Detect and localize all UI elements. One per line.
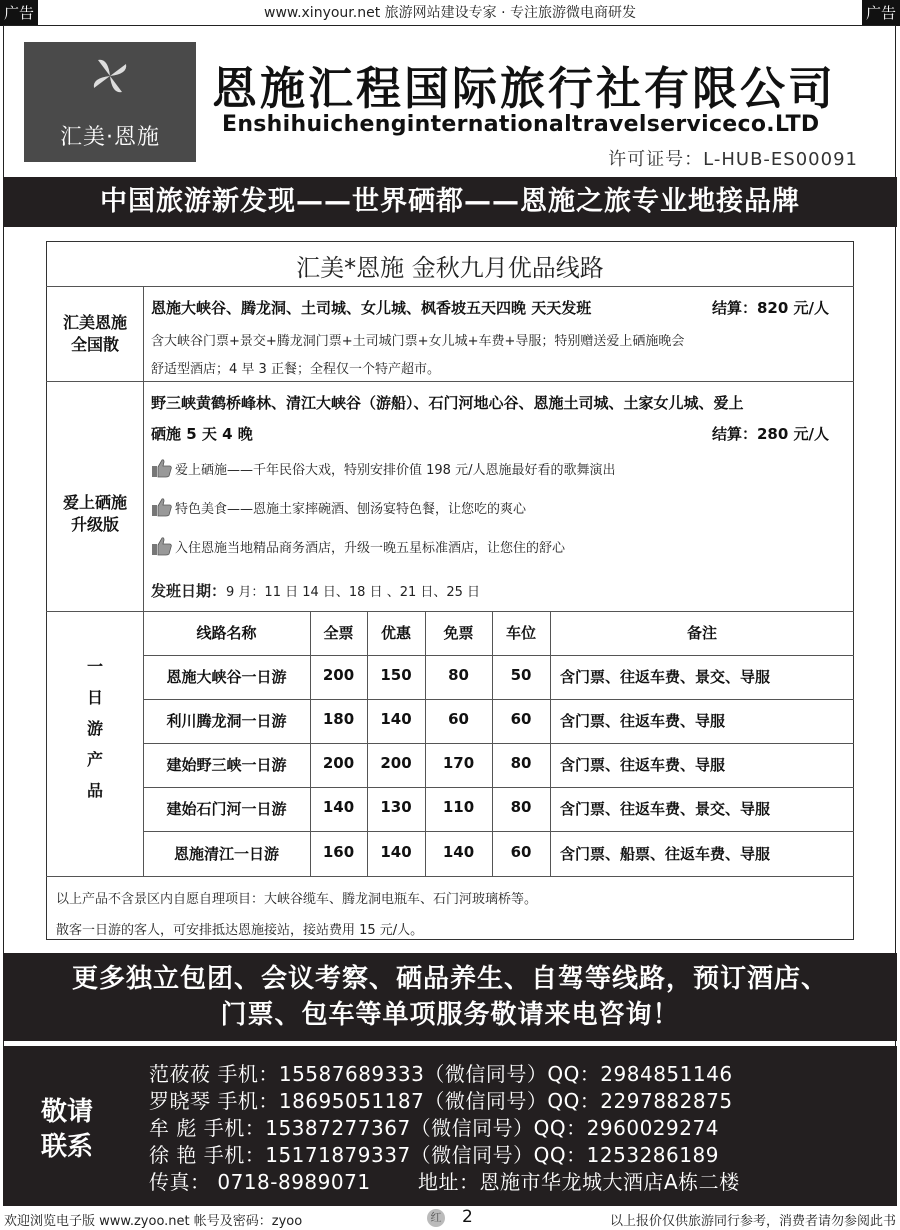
cell-note: 含门票、往返车费、导服 bbox=[560, 712, 726, 730]
row2-route-line2: 硒施 5 天 4 晚 bbox=[151, 425, 253, 443]
thumbs-up-icon bbox=[151, 497, 173, 517]
grid-line bbox=[492, 611, 493, 876]
cell-full: 200 bbox=[322, 666, 355, 684]
cell-free: 170 bbox=[442, 754, 475, 772]
col-header-seat: 车位 bbox=[505, 624, 536, 642]
row2-dates bbox=[151, 580, 480, 601]
day-label-char: 一 bbox=[86, 657, 103, 676]
cell-name: 建始野三峡一日游 bbox=[166, 756, 287, 774]
grid-line bbox=[425, 611, 426, 876]
cell-name: 利川腾龙洞一日游 bbox=[166, 712, 287, 730]
contact-line: 罗晓琴 手机：18695051187（微信同号）QQ：2297882875 bbox=[149, 1089, 733, 1113]
contact-title-line2: 联系 bbox=[41, 1132, 94, 1162]
row2-label bbox=[47, 492, 143, 536]
contact-line: 徐 艳 手机：15171879337（微信同号）QQ：1253286189 bbox=[149, 1143, 719, 1167]
dates-value: 9 月：11 日 14 日、18 日 、21 日、25 日 bbox=[226, 585, 481, 600]
logo-text: 汇美·恩施 bbox=[60, 125, 160, 150]
top-url-line: www.xinyour.net 旅游网站建设专家 · 专注旅游微电商研发 bbox=[264, 5, 636, 21]
day-label-char: 产 bbox=[86, 750, 103, 769]
cell-seat: 50 bbox=[510, 666, 532, 684]
col-header-free: 免票 bbox=[443, 624, 474, 642]
cell-note: 含门票、船票、往返车费、导服 bbox=[560, 845, 771, 863]
highlight-text: 爱上硒施——千年民俗大戏，特别安排价值 198 元/人恩施最好看的歌舞演出 bbox=[175, 463, 616, 478]
pinwheel-logo-icon bbox=[90, 56, 130, 96]
footer-right: 以上报价仅供旅游同行参考，消费者请勿参阅此书 bbox=[609, 1214, 896, 1229]
row1-hotel: 舒适型酒店；4 早 3 正餐；全程仅一个特产超市。 bbox=[151, 362, 440, 377]
grid-line bbox=[143, 286, 144, 876]
banner-line1: 更多独立包团、会议考察、硒品养生、自驾等线路，预订酒店、 bbox=[71, 964, 828, 994]
cell-full: 160 bbox=[322, 843, 355, 861]
cell-discount: 130 bbox=[380, 798, 412, 816]
grid-line bbox=[46, 286, 854, 287]
grid-line bbox=[143, 699, 854, 700]
cell-note: 含门票、往返车费、导服 bbox=[560, 756, 726, 774]
grid-line bbox=[143, 655, 854, 656]
highlight-item bbox=[151, 536, 565, 556]
row1-label bbox=[47, 312, 143, 356]
cell-name: 恩施大峡谷一日游 bbox=[166, 668, 287, 686]
highlight-text: 入住恩施当地精品商务酒店，升级一晚五星标准酒店，让您住的舒心 bbox=[175, 541, 566, 556]
thumbs-up-icon bbox=[151, 536, 173, 556]
cell-seat: 60 bbox=[510, 843, 532, 861]
ad-tag-right: 广告 bbox=[862, 0, 900, 26]
grid-line bbox=[143, 743, 854, 744]
row1-label-line1: 汇美恩施 bbox=[62, 313, 127, 332]
cell-note: 含门票、往返车费、景交、导服 bbox=[560, 800, 771, 818]
contact-line: 范莜莜 手机：15587689333（微信同号）QQ：2984851146 bbox=[149, 1062, 733, 1086]
logo bbox=[24, 42, 196, 162]
grid-line bbox=[46, 611, 854, 612]
cell-discount: 140 bbox=[380, 843, 412, 861]
table-note: 以上产品不含景区内自愿自理项目：大峡谷缆车、腾龙洞电瓶车、石门河玻璃桥等。 bbox=[56, 892, 538, 907]
grid-line bbox=[310, 611, 311, 876]
contact-title-line1: 敬请 bbox=[41, 1097, 94, 1127]
row2-label-line1: 爱上硒施 bbox=[62, 493, 127, 512]
row2-label-line2: 升级版 bbox=[70, 515, 119, 534]
highlight-item bbox=[151, 497, 526, 517]
service-banner bbox=[3, 953, 897, 1041]
contact-section bbox=[3, 1046, 897, 1206]
row1-route: 恩施大峡谷、腾龙洞、土司城、女儿城、枫香坡五天四晚 天天发班 bbox=[151, 299, 592, 317]
thumbs-up-icon bbox=[151, 458, 173, 478]
page-badge: 红 bbox=[427, 1209, 445, 1227]
grid-line bbox=[550, 611, 551, 876]
ad-tag-left: 广告 bbox=[0, 0, 38, 26]
cell-discount: 200 bbox=[380, 754, 412, 772]
cell-full: 200 bbox=[322, 754, 355, 772]
table-note: 散客一日游的客人，可安排抵达恩施接站，接站费用 15 元/人。 bbox=[56, 923, 424, 938]
cell-discount: 150 bbox=[380, 666, 412, 684]
cell-seat: 80 bbox=[510, 754, 532, 772]
cell-free: 110 bbox=[442, 798, 475, 816]
cell-name: 恩施清江一日游 bbox=[173, 845, 279, 863]
day-label-char: 品 bbox=[86, 781, 103, 800]
col-header-discount: 优惠 bbox=[380, 624, 411, 642]
grid-line bbox=[143, 787, 854, 788]
day-label-char: 日 bbox=[86, 688, 103, 707]
cell-free: 140 bbox=[442, 843, 475, 861]
row2-route-line1: 野三峡黄鹤桥峰林、清江大峡谷（游船）、石门河地心谷、恩施土司城、土家女儿城、爱上 bbox=[151, 394, 744, 412]
footer-left: 欢迎浏览电子版 www.zyoo.net 帐号及密码：zyoo bbox=[4, 1214, 303, 1229]
cell-free: 80 bbox=[448, 666, 469, 684]
cell-full: 180 bbox=[322, 710, 355, 728]
row1-price: 结算：820 元/人 bbox=[712, 299, 830, 317]
contact-line: 牟 彪 手机：15387277367（微信同号）QQ：2960029274 bbox=[149, 1116, 719, 1140]
company-name-en: Enshihuichenginternationaltravelserviceco.LTD bbox=[222, 112, 820, 137]
cell-discount: 140 bbox=[380, 710, 412, 728]
highlight-text: 特色美食——恩施土家摔碗酒、刨汤宴特色餐，让您吃的爽心 bbox=[175, 502, 527, 517]
company-name-cn: 恩施汇程国际旅行社有限公司 bbox=[212, 62, 837, 115]
row1-label-line2: 全国散 bbox=[70, 335, 119, 354]
cell-note: 含门票、往返车费、景交、导服 bbox=[560, 668, 771, 686]
row2-price: 结算：280 元/人 bbox=[712, 425, 830, 443]
cell-seat: 80 bbox=[510, 798, 532, 816]
col-header-full: 全票 bbox=[323, 624, 354, 642]
page-number: 2 bbox=[462, 1207, 473, 1227]
fax-line: 传真： 0718-8989071 bbox=[149, 1170, 371, 1194]
grid-line bbox=[143, 831, 854, 832]
dates-label: 发班日期： bbox=[151, 582, 227, 600]
grid-line bbox=[46, 381, 854, 382]
col-header-note: 备注 bbox=[686, 624, 717, 642]
cell-seat: 60 bbox=[510, 710, 532, 728]
highlight-item bbox=[151, 458, 615, 478]
slogan-bar: 中国旅游新发现——世界硒都——恩施之旅专业地接品牌 bbox=[3, 177, 897, 227]
cell-full: 140 bbox=[322, 798, 355, 816]
row1-includes: 含大峡谷门票+景交+腾龙洞门票+土司城门票+女儿城+车费+导服；特别赠送爱上硒施晚会 bbox=[151, 334, 685, 349]
cell-name: 建始石门河一日游 bbox=[166, 800, 287, 818]
day-label-char: 游 bbox=[86, 719, 103, 738]
grid-line bbox=[367, 611, 368, 876]
license-number: 许可证号：L-HUB-ES00091 bbox=[608, 149, 858, 170]
table-title: 汇美*恩施 金秋九月优品线路 bbox=[296, 254, 604, 282]
col-header-name: 线路名称 bbox=[196, 624, 257, 642]
banner-line2: 门票、包车等单项服务敬请来电咨询！ bbox=[220, 1000, 680, 1030]
grid-line bbox=[46, 876, 854, 877]
address-line: 地址：恩施市华龙城大酒店A栋二楼 bbox=[418, 1170, 740, 1194]
cell-free: 60 bbox=[448, 710, 469, 728]
